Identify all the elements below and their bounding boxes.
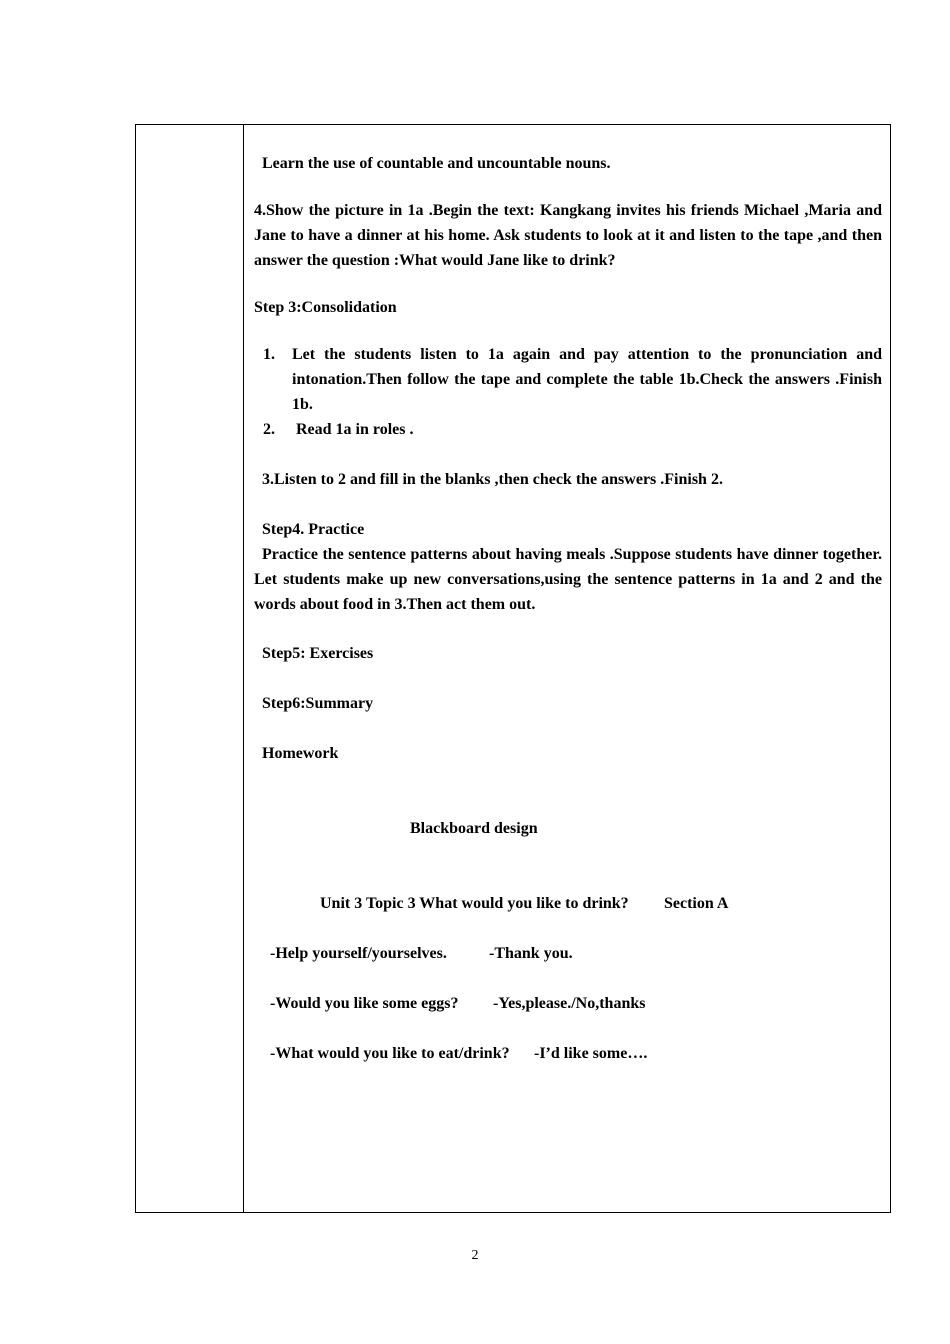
left-column-cell [136, 125, 244, 1212]
lesson-content-cell [254, 125, 882, 1212]
homework-heading: Homework [262, 745, 339, 762]
what-would-you-like-line: -What would you like to eat/drink? [270, 1045, 510, 1062]
step4-heading: Step4. Practice [262, 521, 365, 538]
listen-2-line: 3.Listen to 2 and fill in the blanks ,then check the answers .Finish 2. [262, 471, 723, 488]
list-item-1-number: 1. [263, 346, 275, 363]
page-number: 2 [471, 1248, 479, 1263]
practice-paragraph: Practice the sentence patterns about having meals .Suppose students have dinner together. Let students make up new conversations,using the sentence patterns in 1a and 2 and the words about food in 3.Then act them out. [254, 546, 882, 613]
step6-heading: Step6:Summary [262, 695, 374, 712]
yes-no-reply-line: -Yes,please./No,thanks [493, 995, 646, 1012]
learn-use-line: Learn the use of countable and uncountable nouns. [262, 155, 611, 172]
blackboard-design-title: Blackboard design [410, 820, 538, 837]
list-item-2-text: Read 1a in roles . [296, 421, 414, 438]
lesson-table [135, 124, 891, 1213]
thank-you-line: -Thank you. [489, 945, 573, 962]
step3-heading: Step 3:Consolidation [254, 299, 397, 316]
step5-heading: Step5: Exercises [262, 645, 374, 662]
list-item-2-number: 2. [263, 421, 275, 438]
help-yourself-line: -Help yourself/yourselves. [270, 945, 447, 962]
section-label: Section A [664, 895, 729, 912]
show-picture-paragraph: 4.Show the picture in 1a .Begin the text: Kangkang invites his friends Michael ,Maria and Jane to have a dinner at his home. Ask students to look at it and listen to the tape ,and then answer the question :What would Jane like to drink? [254, 202, 882, 269]
would-you-like-eggs-line: -Would you like some eggs? [270, 995, 459, 1012]
id-like-some-line: -I’d like some…. [534, 1045, 648, 1062]
unit-title: Unit 3 Topic 3 What would you like to drink? [320, 895, 629, 912]
list-item-1-text: Let the students listen to 1a again and pay attention to the pronunciation and intonation.Then follow the tape and complete the table 1b.Check the answers .Finish 1b. [292, 346, 882, 413]
